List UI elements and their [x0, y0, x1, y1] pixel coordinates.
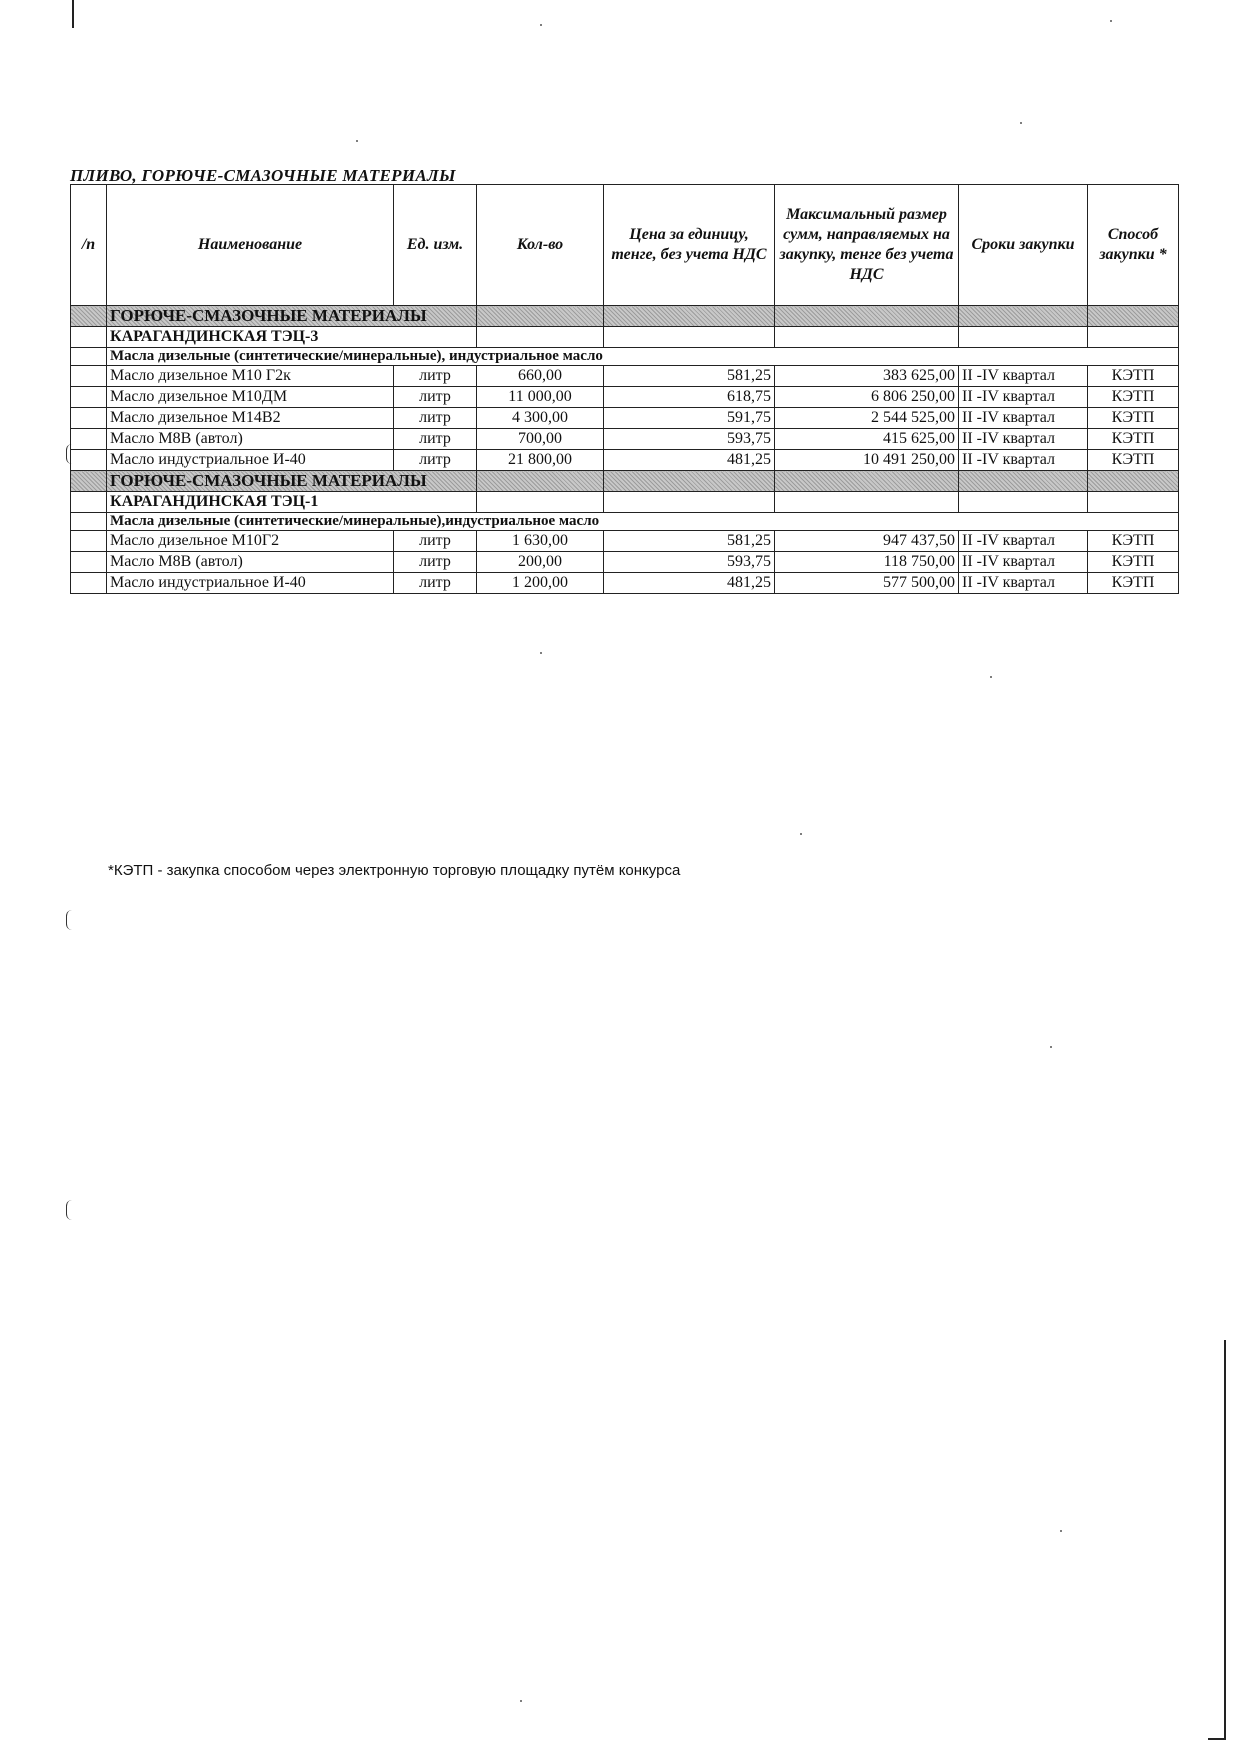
item-price: 581,25: [604, 366, 775, 387]
procurement-table: [70, 184, 1179, 594]
table-row: [71, 552, 1179, 573]
item-name: Масло дизельное М10 Г2к: [107, 366, 394, 387]
plant-label: КАРАГАНДИНСКАЯ ТЭЦ-1: [107, 492, 477, 513]
item-method: КЭТП: [1088, 429, 1179, 450]
item-max-amount: 6 806 250,00: [775, 387, 959, 408]
item-method: КЭТП: [1088, 450, 1179, 471]
section-band-label: ГОРЮЧЕ-СМАЗОЧНЫЕ МАТЕРИАЛЫ: [107, 471, 477, 492]
item-qty: 700,00: [477, 429, 604, 450]
scan-speck: [990, 676, 992, 678]
scan-mark: [66, 1200, 73, 1220]
plant-row: [71, 492, 1179, 513]
item-name: Масло М8В (автол): [107, 429, 394, 450]
item-max-amount: 383 625,00: [775, 366, 959, 387]
item-max-amount: 2 544 525,00: [775, 408, 959, 429]
scan-edge-bottom: [1208, 1738, 1226, 1740]
header-max-amount: Максимальный размер сумм, направляемых на закупку, тенге без учета НДС: [775, 185, 959, 306]
item-price: 581,25: [604, 531, 775, 552]
item-term: II -IV квартал: [959, 531, 1088, 552]
item-max-amount: 118 750,00: [775, 552, 959, 573]
header-name: Наименование: [107, 185, 394, 306]
group-label: Масла дизельные (синтетические/минеральные),индустриальное масло: [107, 513, 1179, 531]
scan-edge-right: [1224, 1340, 1226, 1740]
scan-speck: [1050, 1046, 1052, 1048]
item-unit: литр: [394, 387, 477, 408]
item-term: II -IV квартал: [959, 387, 1088, 408]
item-qty: 4 300,00: [477, 408, 604, 429]
item-name: Масло дизельное М10ДМ: [107, 387, 394, 408]
scan-speck: [520, 1700, 522, 1702]
item-term: II -IV квартал: [959, 552, 1088, 573]
scan-edge-left: [72, 0, 74, 28]
item-name: Масло индустриальное И-40: [107, 450, 394, 471]
item-qty: 21 800,00: [477, 450, 604, 471]
item-method: КЭТП: [1088, 387, 1179, 408]
item-price: 593,75: [604, 429, 775, 450]
item-qty: 200,00: [477, 552, 604, 573]
item-qty: 1 200,00: [477, 573, 604, 594]
item-term: II -IV квартал: [959, 408, 1088, 429]
header-unit: Ед. изм.: [394, 185, 477, 306]
header-qty: Кол-во: [477, 185, 604, 306]
plant-label: КАРАГАНДИНСКАЯ ТЭЦ-3: [107, 327, 477, 348]
item-unit: литр: [394, 366, 477, 387]
item-term: II -IV квартал: [959, 450, 1088, 471]
table-row: [71, 429, 1179, 450]
item-unit: литр: [394, 531, 477, 552]
group-row: [71, 348, 1179, 366]
scan-speck: [1060, 1530, 1062, 1532]
table-header-row: [71, 185, 1179, 306]
table-row: [71, 450, 1179, 471]
section-band-label: ГОРЮЧЕ-СМАЗОЧНЫЕ МАТЕРИАЛЫ: [107, 306, 477, 327]
table-row: [71, 573, 1179, 594]
table-row: [71, 387, 1179, 408]
footnote: *КЭТП - закупка способом через электронную торговую площадку путём конкурса: [108, 862, 681, 879]
item-unit: литр: [394, 552, 477, 573]
header-method: Способ закупки *: [1088, 185, 1179, 306]
scan-speck: [540, 652, 542, 654]
item-max-amount: 947 437,50: [775, 531, 959, 552]
plant-row: [71, 327, 1179, 348]
item-unit: литр: [394, 450, 477, 471]
item-term: II -IV квартал: [959, 366, 1088, 387]
scan-speck: [540, 24, 542, 26]
scan-speck: [1020, 122, 1022, 124]
section-band-row: [71, 471, 1179, 492]
item-term: II -IV квартал: [959, 429, 1088, 450]
header-price: Цена за единицу, тенге, без учета НДС: [604, 185, 775, 306]
section-band-row: [71, 306, 1179, 327]
item-unit: литр: [394, 408, 477, 429]
item-method: КЭТП: [1088, 408, 1179, 429]
scan-speck: [1110, 20, 1112, 22]
item-price: 481,25: [604, 573, 775, 594]
item-name: Масло М8В (автол): [107, 552, 394, 573]
table-row: [71, 531, 1179, 552]
header-term: Сроки закупки: [959, 185, 1088, 306]
scan-speck: [356, 140, 358, 142]
item-qty: 660,00: [477, 366, 604, 387]
item-method: КЭТП: [1088, 552, 1179, 573]
item-qty: 11 000,00: [477, 387, 604, 408]
item-max-amount: 577 500,00: [775, 573, 959, 594]
item-name: Масло индустриальное И-40: [107, 573, 394, 594]
scan-mark: [66, 910, 73, 930]
item-method: КЭТП: [1088, 531, 1179, 552]
item-method: КЭТП: [1088, 573, 1179, 594]
header-no: /п: [71, 185, 107, 306]
item-name: Масло дизельное М10Г2: [107, 531, 394, 552]
item-price: 618,75: [604, 387, 775, 408]
item-max-amount: 10 491 250,00: [775, 450, 959, 471]
item-qty: 1 630,00: [477, 531, 604, 552]
table-row: [71, 366, 1179, 387]
item-price: 593,75: [604, 552, 775, 573]
item-method: КЭТП: [1088, 366, 1179, 387]
item-name: Масло дизельное М14В2: [107, 408, 394, 429]
item-term: II -IV квартал: [959, 573, 1088, 594]
table-row: [71, 408, 1179, 429]
group-row: [71, 513, 1179, 531]
item-price: 481,25: [604, 450, 775, 471]
item-price: 591,75: [604, 408, 775, 429]
group-label: Масла дизельные (синтетические/минеральные), индустриальное масло: [107, 348, 1179, 366]
item-unit: литр: [394, 429, 477, 450]
scan-speck: [800, 833, 802, 835]
item-unit: литр: [394, 573, 477, 594]
document-title: ПЛИВО, ГОРЮЧЕ-СМАЗОЧНЫЕ МАТЕРИАЛЫ: [70, 166, 456, 185]
item-max-amount: 415 625,00: [775, 429, 959, 450]
